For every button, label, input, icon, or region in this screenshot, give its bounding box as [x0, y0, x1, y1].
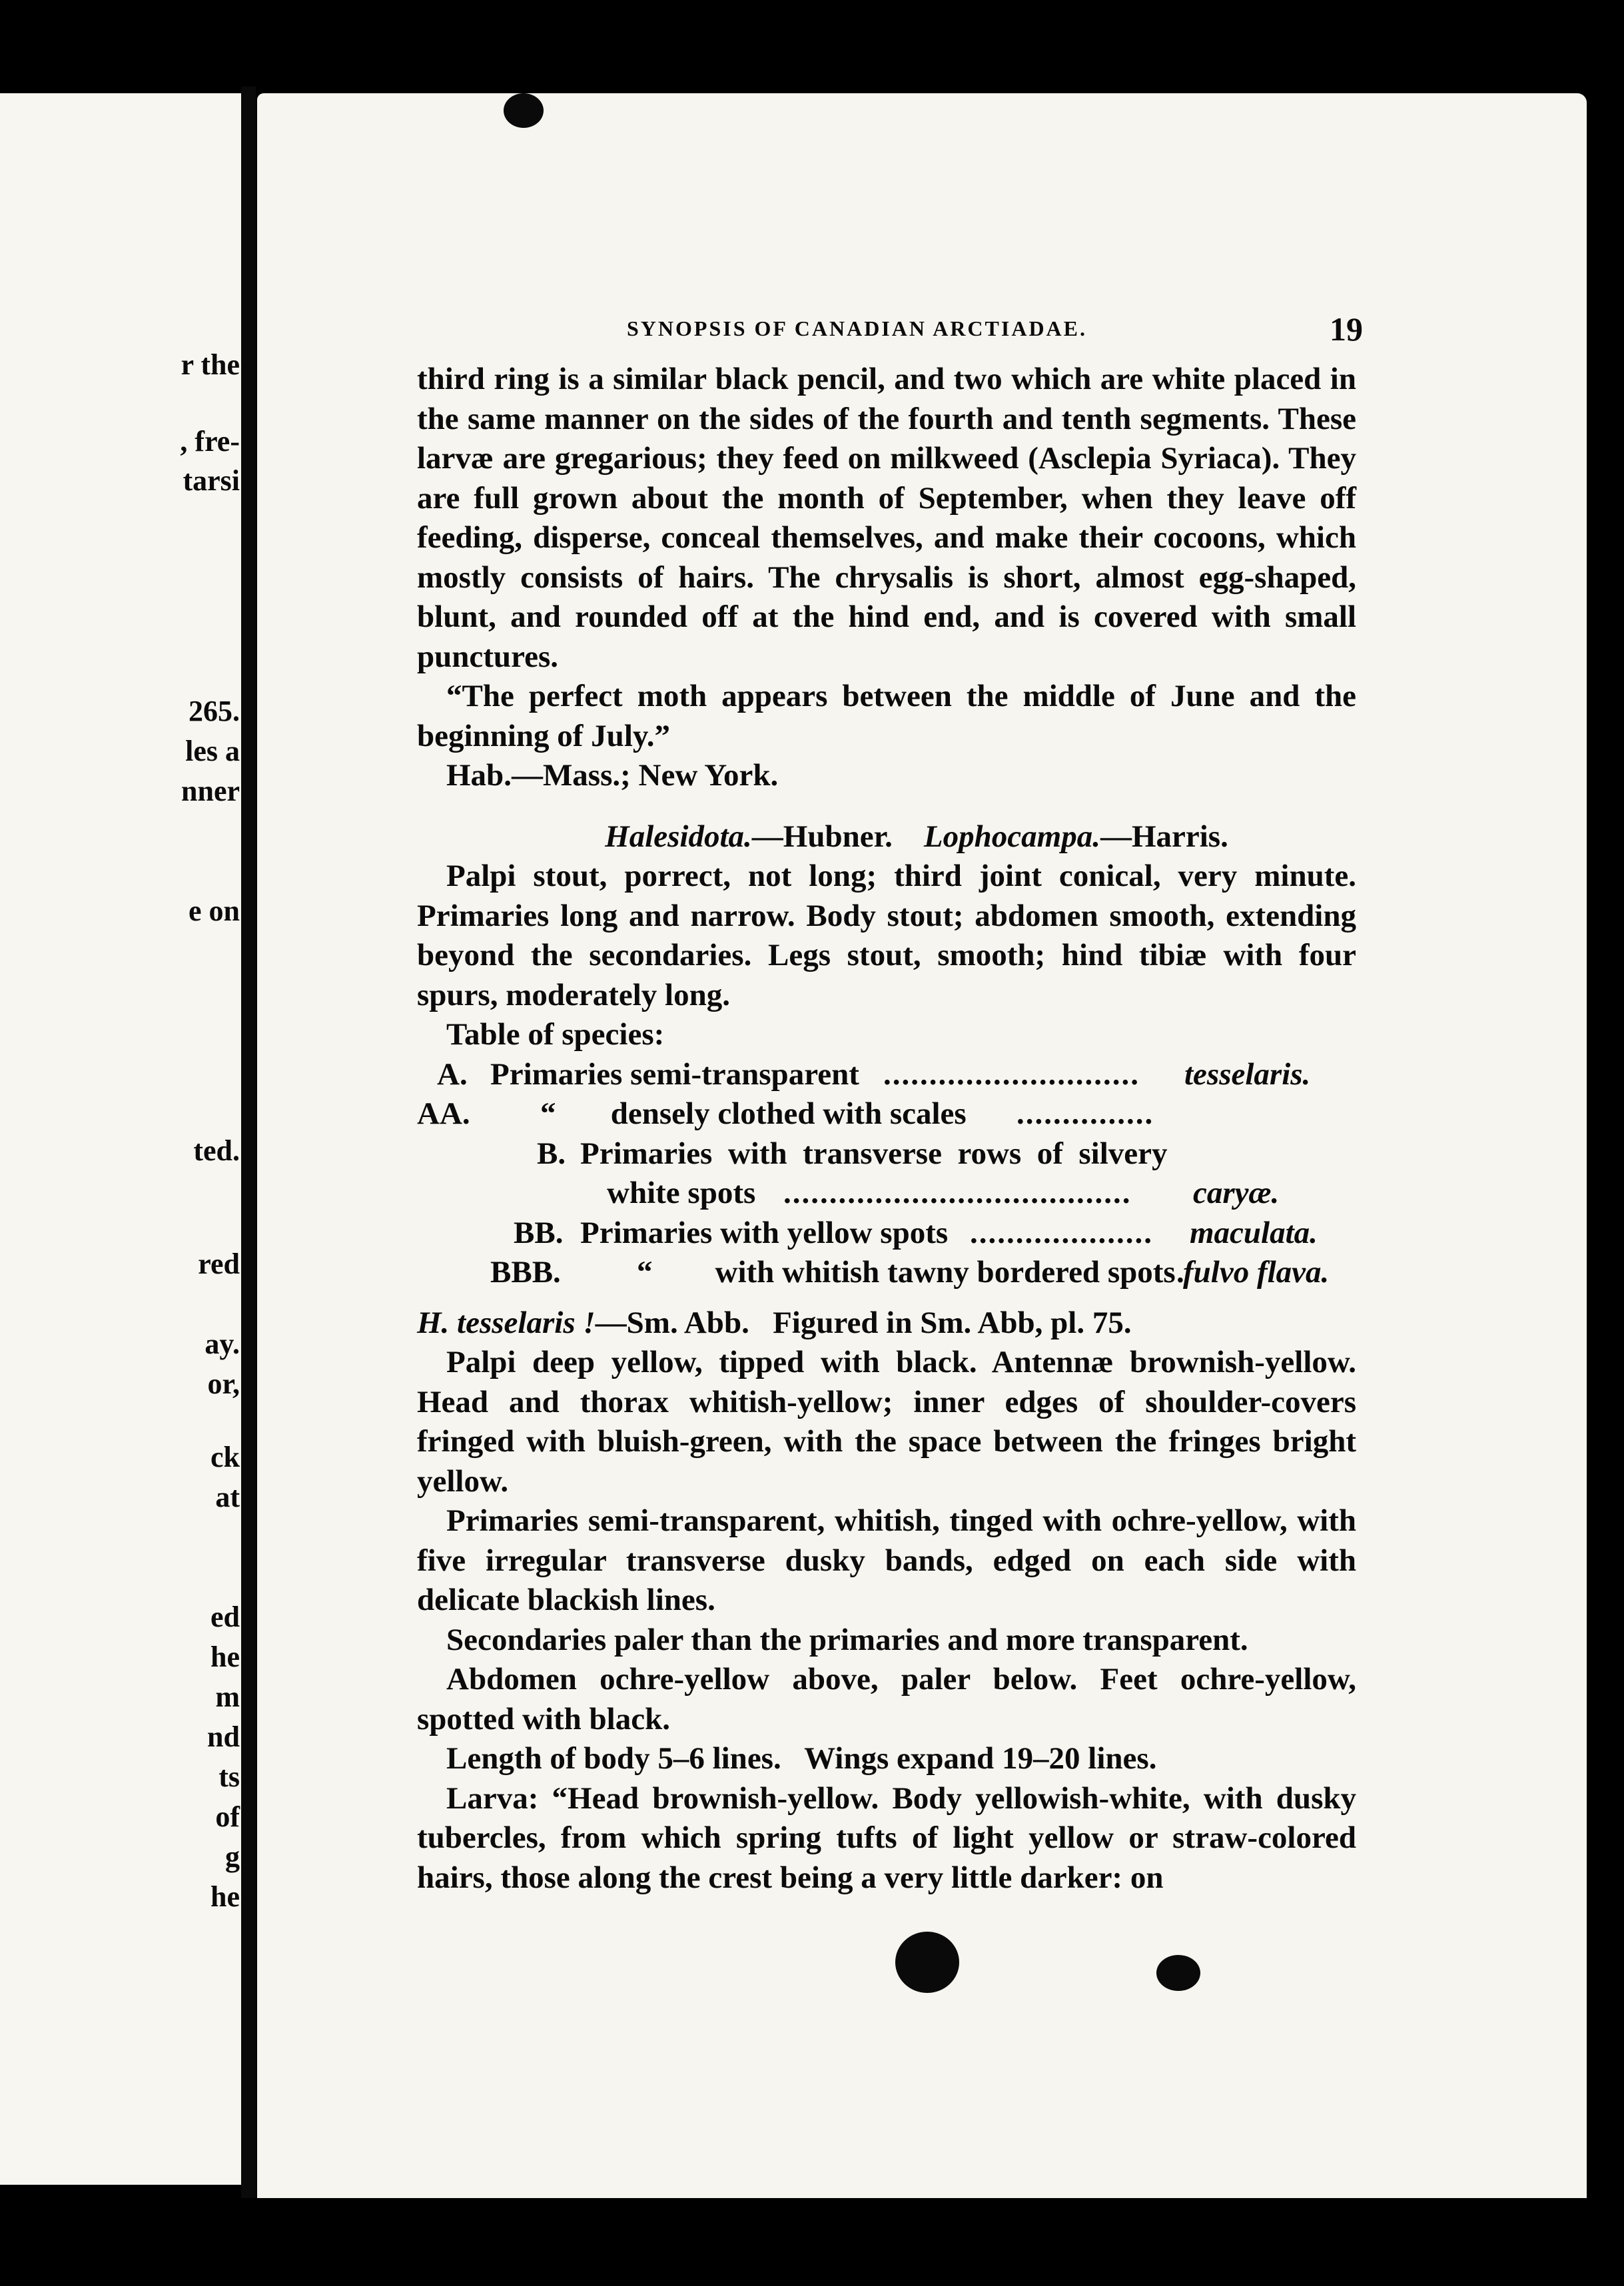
left-page-fragment: ed: [210, 1601, 240, 1633]
species-paragraph: Abdomen ochre-yellow above, paler below. Feet ochre-yellow, spotted with black.: [417, 1662, 1356, 1736]
left-page-fragment: les a: [185, 735, 240, 767]
paragraph-quote: “The perfect moth appears between the middle of June and the beginning of July.”: [417, 679, 1356, 753]
left-page-fragment: 265.: [189, 695, 240, 727]
key-dots: ......................................: [783, 1176, 1132, 1210]
left-page-fragment: m: [215, 1681, 240, 1713]
left-page-fragment: r the: [181, 348, 240, 381]
genus-name-lophocampa: Lophocampa.: [923, 819, 1100, 854]
ink-blot: [895, 1932, 959, 1993]
key-result: caryæ.: [1193, 1176, 1280, 1210]
left-page-fragment: ted.: [193, 1134, 240, 1167]
key-dots: ............................: [883, 1056, 1140, 1092]
species-reference: —Sm. Abb. Figured in Sm. Abb, pl. 75.: [595, 1305, 1132, 1340]
left-page-fragment: he: [210, 1880, 240, 1913]
left-page-fragment: g: [225, 1840, 240, 1873]
ink-blot: [504, 93, 544, 128]
key-label: BBB.: [490, 1255, 561, 1290]
species-paragraph: Secondaries paler than the primaries and more transparent.: [446, 1622, 1248, 1657]
species-paragraph: Larva: “Head brownish-yellow. Body yellowish-white, with dusky tubercles, from which spring tufts of light yellow or straw-colored hairs, those along the crest being a very little darker: on: [417, 1780, 1356, 1895]
left-page-fragment: ay.: [204, 1328, 240, 1360]
habitat-line: Hab.—Mass.; New York.: [446, 758, 779, 793]
left-page-fragment: ts: [218, 1760, 240, 1793]
species-paragraph: Primaries semi-transparent, whitish, tinged with ochre-yellow, with five irregular transverse dusky bands, edged on each side with delicate blackish lines.: [417, 1503, 1356, 1617]
page-number: 19: [1330, 310, 1363, 348]
book-gutter: [241, 87, 256, 2198]
key-row-b: [417, 1134, 1356, 1174]
key-row-aa: [417, 1094, 1356, 1134]
species-paragraph: Length of body 5–6 lines. Wings expand 19–20 lines.: [446, 1741, 1157, 1776]
key-intro: Table of species:: [446, 1017, 665, 1052]
key-dots: ....................: [970, 1215, 1153, 1250]
left-page-fragment: nner: [181, 775, 240, 807]
key-text: “ densely clothed with scales: [540, 1096, 967, 1131]
left-page-fragment: , fre-: [180, 425, 240, 458]
key-result: tesselaris.: [1184, 1056, 1311, 1092]
body-text: [417, 360, 1356, 1898]
left-page-fragment: tarsi: [183, 464, 240, 497]
page-header: [257, 310, 1587, 350]
left-page-fragment: at: [215, 1481, 240, 1513]
key-text: “ with whitish tawny bordered spots: [637, 1255, 1176, 1290]
key-row-a: [417, 1055, 1356, 1095]
key-result: maculata.: [1190, 1215, 1318, 1250]
key-text: white spots: [607, 1176, 756, 1210]
left-page-fragment: e on: [189, 895, 240, 927]
key-result: fulvo flava.: [1183, 1255, 1330, 1290]
genus-heading: [417, 817, 1356, 857]
key-text: Primaries with yellow spots: [580, 1215, 949, 1250]
book-page: [257, 93, 1587, 2198]
genus-description: Palpi stout, porrect, not long; third joint conical, very minute. Primaries long and narrow. Body stout; abdomen smooth, extending beyond the secondaries. Legs stout, smooth; hind tibiæ with four spurs, moderately long.: [417, 859, 1356, 1012]
key-label: B.: [537, 1136, 566, 1171]
left-page-fragment: he: [210, 1641, 240, 1673]
paragraph-larva-continued: third ring is a similar black pencil, and two which are white placed in the same manner on the sides of the fourth and tenth segments. These larvæ are gregarious; they feed on milkweed (Asclepia Syriaca). They are full grown about the month of September, when they leave off feeding, disperse, conceal themselves, and make their cocoons, which mostly consists of hairs. The chrysalis is short, almost egg-shaped, blunt, and rounded off at the hind end, and is covered with small punctures.: [417, 362, 1356, 674]
genus-author-harris: —Harris.: [1100, 819, 1228, 854]
key-row-bb: [417, 1214, 1356, 1254]
left-page-fragment: nd: [207, 1720, 240, 1753]
species-heading: [417, 1304, 1356, 1343]
genus-name-halesidota: Halesidota.: [605, 819, 752, 854]
key-dots: .: [1176, 1255, 1186, 1290]
key-label: A.: [437, 1056, 468, 1092]
key-text: Primaries with transverse rows of silvery: [580, 1136, 1168, 1171]
key-label: BB.: [514, 1215, 564, 1250]
left-page-edge: [0, 93, 245, 2185]
left-page-fragment: red: [198, 1248, 240, 1280]
left-page-fragment: or,: [207, 1367, 240, 1400]
key-label: AA.: [417, 1096, 470, 1131]
ink-blot: [1156, 1955, 1200, 1991]
species-name: H. tesselaris !: [417, 1305, 596, 1340]
key-row-b-cont: [417, 1174, 1356, 1214]
key-text: Primaries semi-transparent: [490, 1056, 859, 1092]
left-page-fragment: ck: [210, 1441, 240, 1473]
species-paragraph: Palpi deep yellow, tipped with black. Antennæ brownish-yellow. Head and thorax whitish-yellow; inner edges of shoulder-covers fringed with bluish-green, with the space between the fringes bright yellow.: [417, 1345, 1356, 1499]
genus-author-hubner: —Hubner.: [751, 819, 893, 854]
running-head: SYNOPSIS OF CANADIAN ARCTIADAE.: [627, 316, 1087, 340]
key-row-bbb: [417, 1253, 1356, 1293]
left-page-fragment: of: [215, 1800, 240, 1833]
key-dots: ...............: [1016, 1096, 1154, 1131]
